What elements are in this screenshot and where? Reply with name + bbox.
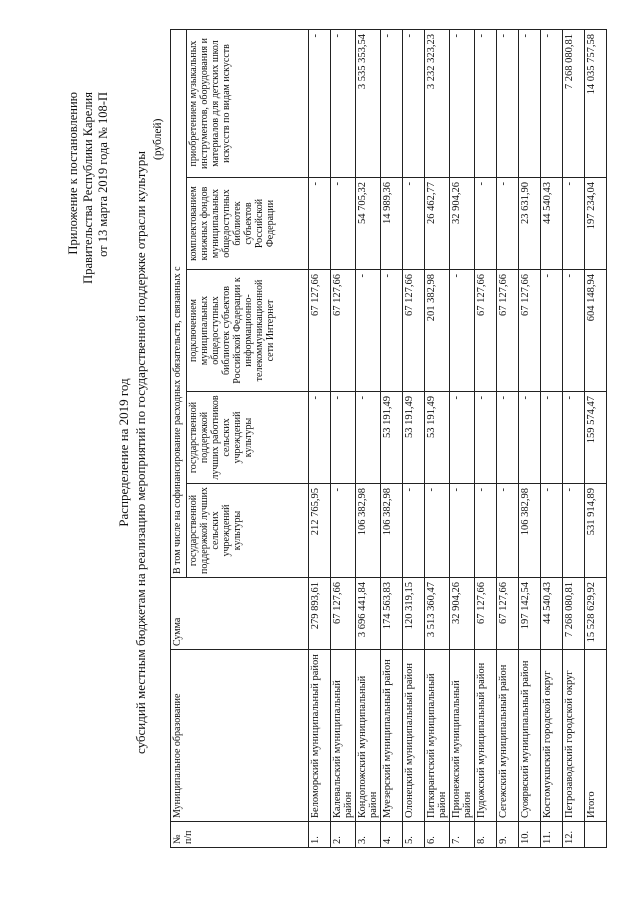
table-body — [309, 30, 607, 848]
row-number: 11. — [541, 822, 563, 848]
row-number: 1. — [309, 822, 331, 848]
row-c2: - — [450, 392, 475, 484]
row-c1: - — [541, 484, 563, 578]
row-c2: - — [519, 392, 541, 484]
row-sum: 3 696 441,84 — [356, 578, 381, 650]
row-name: Прионежский муниципальный район — [450, 650, 475, 822]
row-c4: 44 540,43 — [541, 178, 563, 270]
header-c2: государственной поддержкой лучших работников сельских учреждений культуры — [187, 392, 309, 484]
appendix-line-2: Правительства Республики Карелия — [81, 92, 95, 284]
row-name: Питкярантский муниципальный район — [425, 650, 450, 822]
row-sum: 197 142,54 — [519, 578, 541, 650]
row-c3: - — [563, 270, 585, 392]
row-name: Калевальский муниципальный район — [331, 650, 356, 822]
row-sum: 67 127,66 — [497, 578, 519, 650]
row-c2: 53 191,49 — [403, 392, 425, 484]
row-c4: 23 631,90 — [519, 178, 541, 270]
header-num: № п/п — [171, 822, 309, 848]
row-c4: - — [403, 178, 425, 270]
row-c5: - — [541, 30, 563, 178]
row-c1: - — [563, 484, 585, 578]
table-row — [563, 30, 585, 848]
row-c1: - — [403, 484, 425, 578]
row-sum: 7 268 080,81 — [563, 578, 585, 650]
row-name: Кондопожский муниципальный район — [356, 650, 381, 822]
row-number: 2. — [331, 822, 356, 848]
row-c4: 14 989,36 — [381, 178, 403, 270]
row-c3: 67 127,66 — [331, 270, 356, 392]
row-number: 4. — [381, 822, 403, 848]
row-c1: 106 382,98 — [381, 484, 403, 578]
table-row — [585, 30, 607, 848]
row-c1: - — [331, 484, 356, 578]
row-sum: 15 528 629,92 — [585, 578, 607, 650]
row-c5: 3 232 323,23 — [425, 30, 450, 178]
row-sum: 174 563,83 — [381, 578, 403, 650]
row-c5: 7 268 080,81 — [563, 30, 585, 178]
row-number: 5. — [403, 822, 425, 848]
table-row — [519, 30, 541, 848]
row-c1: - — [450, 484, 475, 578]
appendix-line-3: от 13 марта 2019 года № 108-П — [96, 92, 110, 257]
row-c3: 67 127,66 — [519, 270, 541, 392]
table-row — [541, 30, 563, 848]
row-number — [585, 822, 607, 848]
table-row — [356, 30, 381, 848]
row-sum: 279 893,61 — [309, 578, 331, 650]
row-sum: 3 513 360,47 — [425, 578, 450, 650]
row-c4: - — [497, 178, 519, 270]
row-sum: 120 319,15 — [403, 578, 425, 650]
row-c1: 531 914,89 — [585, 484, 607, 578]
unit-label: (рублей) — [152, 118, 164, 160]
row-sum: 67 127,66 — [475, 578, 497, 650]
table-row — [450, 30, 475, 848]
row-c4: 26 462,77 — [425, 178, 450, 270]
row-c2: 159 574,47 — [585, 392, 607, 484]
row-name: Петрозаводский городской округ — [563, 650, 585, 822]
row-number: 10. — [519, 822, 541, 848]
row-c4: - — [475, 178, 497, 270]
header-c1: государственной поддержкой лучших сельских учреждений культуры — [187, 484, 309, 578]
row-c2: - — [497, 392, 519, 484]
row-number: 6. — [425, 822, 450, 848]
row-c5: - — [381, 30, 403, 178]
row-name: Итого — [585, 650, 607, 822]
header-sum: Сумма — [171, 578, 309, 650]
row-name: Олонецкий муниципальный район — [403, 650, 425, 822]
row-name: Суоярвский муниципальный район — [519, 650, 541, 822]
row-c4: 32 904,26 — [450, 178, 475, 270]
row-c3: - — [450, 270, 475, 392]
row-c5: 14 035 757,58 — [585, 30, 607, 178]
row-c3: 604 148,94 — [585, 270, 607, 392]
row-c5: - — [450, 30, 475, 178]
row-c5: - — [331, 30, 356, 178]
row-c1: - — [475, 484, 497, 578]
row-c5: - — [309, 30, 331, 178]
row-c3: 67 127,66 — [497, 270, 519, 392]
document-subtitle: субсидий местным бюджетам на реализацию мероприятий по государственной поддержке отрасли культуры — [133, 151, 148, 754]
table-row — [331, 30, 356, 848]
row-name: Беломорский муниципальный район — [309, 650, 331, 822]
row-c5: - — [403, 30, 425, 178]
appendix-note — [66, 92, 111, 284]
subsidy-table — [170, 29, 607, 848]
row-c2: - — [541, 392, 563, 484]
table-row — [497, 30, 519, 848]
row-c2: - — [563, 392, 585, 484]
row-c1: - — [425, 484, 450, 578]
row-number: 3. — [356, 822, 381, 848]
row-c2: - — [475, 392, 497, 484]
row-c5: - — [475, 30, 497, 178]
row-name: Костомукшский городской округ — [541, 650, 563, 822]
appendix-line-1: Приложение к постановлению — [66, 92, 80, 255]
row-c2: 53 191,49 — [381, 392, 403, 484]
row-sum: 67 127,66 — [331, 578, 356, 650]
row-c4: 197 234,04 — [585, 178, 607, 270]
row-c4: - — [331, 178, 356, 270]
row-c2: 53 191,49 — [425, 392, 450, 484]
row-c5: - — [519, 30, 541, 178]
row-c4: 54 705,32 — [356, 178, 381, 270]
row-c2: - — [356, 392, 381, 484]
row-number: 9. — [497, 822, 519, 848]
row-number: 7. — [450, 822, 475, 848]
table-row — [425, 30, 450, 848]
header-c3: подключением муниципальных общедоступных библиотек субъектов Российской Федерации к информационно-телекоммуникационной сети Интернет — [187, 270, 309, 392]
row-number: 8. — [475, 822, 497, 848]
row-name: Сегежский муниципальный район — [497, 650, 519, 822]
row-c2: - — [309, 392, 331, 484]
row-c3: 67 127,66 — [475, 270, 497, 392]
row-c3: - — [381, 270, 403, 392]
row-c3: - — [356, 270, 381, 392]
row-c3: 201 382,98 — [425, 270, 450, 392]
row-sum: 44 540,43 — [541, 578, 563, 650]
header-c4: комплектованием книжных фондов муниципальных общедоступных библиотек субъектов Российской Федерации — [187, 178, 309, 270]
table-row — [475, 30, 497, 848]
row-c5: - — [497, 30, 519, 178]
header-c5: приобретением музыкальных инструментов, оборудования и материалов для детских школ искусств по видам искусств — [187, 30, 309, 178]
table-row — [309, 30, 331, 848]
document-title: Распределение на 2019 год — [116, 378, 131, 527]
row-c4: - — [563, 178, 585, 270]
table-row — [381, 30, 403, 848]
row-c5: 3 535 353,54 — [356, 30, 381, 178]
row-name: Муезерский муниципальный район — [381, 650, 403, 822]
row-c1: 106 382,98 — [519, 484, 541, 578]
row-c4: - — [309, 178, 331, 270]
row-c1: - — [497, 484, 519, 578]
row-number: 12. — [563, 822, 585, 848]
header-group: В том числе на софинансирование расходных обязательств, связанных с — [171, 30, 187, 578]
row-c3: 67 127,66 — [309, 270, 331, 392]
row-c2: - — [331, 392, 356, 484]
row-c1: 106 382,98 — [356, 484, 381, 578]
table-row — [403, 30, 425, 848]
row-name: Пудожский муниципальный район — [475, 650, 497, 822]
row-c3: 67 127,66 — [403, 270, 425, 392]
row-c3: - — [541, 270, 563, 392]
header-municipality: Муниципальное образование — [171, 650, 309, 822]
row-c1: 212 765,95 — [309, 484, 331, 578]
row-sum: 32 904,26 — [450, 578, 475, 650]
